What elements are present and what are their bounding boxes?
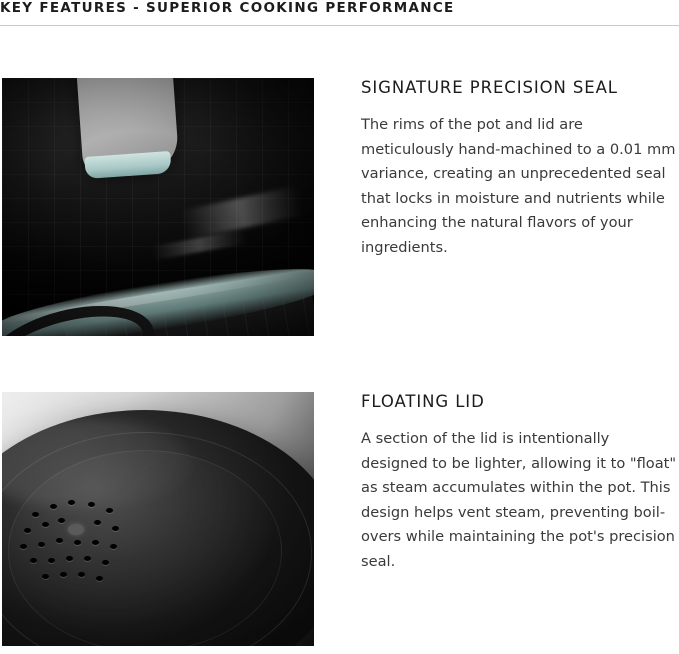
heading-divider — [0, 25, 679, 26]
floating-lid-top-photo — [2, 392, 314, 646]
feature-body: The rims of the pot and lid are meticulously hand-machined to a 0.01 mm variance, creating an unprecedented seal that locks in moisture and nutrients while enhancing the natural flavors of your ingredients. — [361, 116, 676, 256]
lid-steam-dot — [112, 526, 119, 531]
lid-steam-dot — [68, 500, 75, 505]
pot-rim-macro-photo — [2, 78, 314, 336]
lid-steam-dot — [74, 540, 81, 545]
lid-steam-dot — [42, 522, 49, 527]
lid-steam-dot — [96, 576, 103, 581]
lid-steam-dot — [32, 512, 39, 517]
lid-steam-dot — [78, 572, 85, 577]
photo-vignette — [2, 78, 314, 336]
lid-steam-dot — [38, 542, 45, 547]
lid-steam-dot — [24, 528, 31, 533]
lid-steam-dot — [50, 504, 57, 509]
lid-steam-dot — [20, 544, 27, 549]
lid-steam-dot — [102, 560, 109, 565]
feature-title: FLOATING LID — [361, 392, 485, 411]
lid-steam-dot — [30, 558, 37, 563]
feature-text-floating-lid — [361, 392, 679, 574]
lid-steam-dot — [106, 508, 113, 513]
feature-title: SIGNATURE PRECISION SEAL — [361, 78, 618, 97]
lid-steam-dot — [88, 502, 95, 507]
lid-steam-dot — [58, 518, 65, 523]
lid-steam-dot — [94, 520, 101, 525]
lid-center-knob — [68, 524, 84, 535]
feature-text-precision-seal — [361, 78, 679, 260]
lid-steam-dot — [84, 556, 91, 561]
section-heading: KEY FEATURES - SUPERIOR COOKING PERFORMANCE — [0, 0, 455, 16]
lid-steam-dot — [60, 572, 67, 577]
lid-steam-dot — [92, 540, 99, 545]
lid-steam-dot — [42, 574, 49, 579]
lid-steam-dot — [48, 558, 55, 563]
feature-body: A section of the lid is intentionally designed to be lighter, allowing it to "float" as steam accumulates within the pot. This design helps vent steam, preventing boil-overs while maintaining the pot's precision seal. — [361, 430, 677, 570]
lid-steam-dot — [56, 538, 63, 543]
lid-steam-dot — [110, 544, 117, 549]
lid-steam-dot — [66, 556, 73, 561]
